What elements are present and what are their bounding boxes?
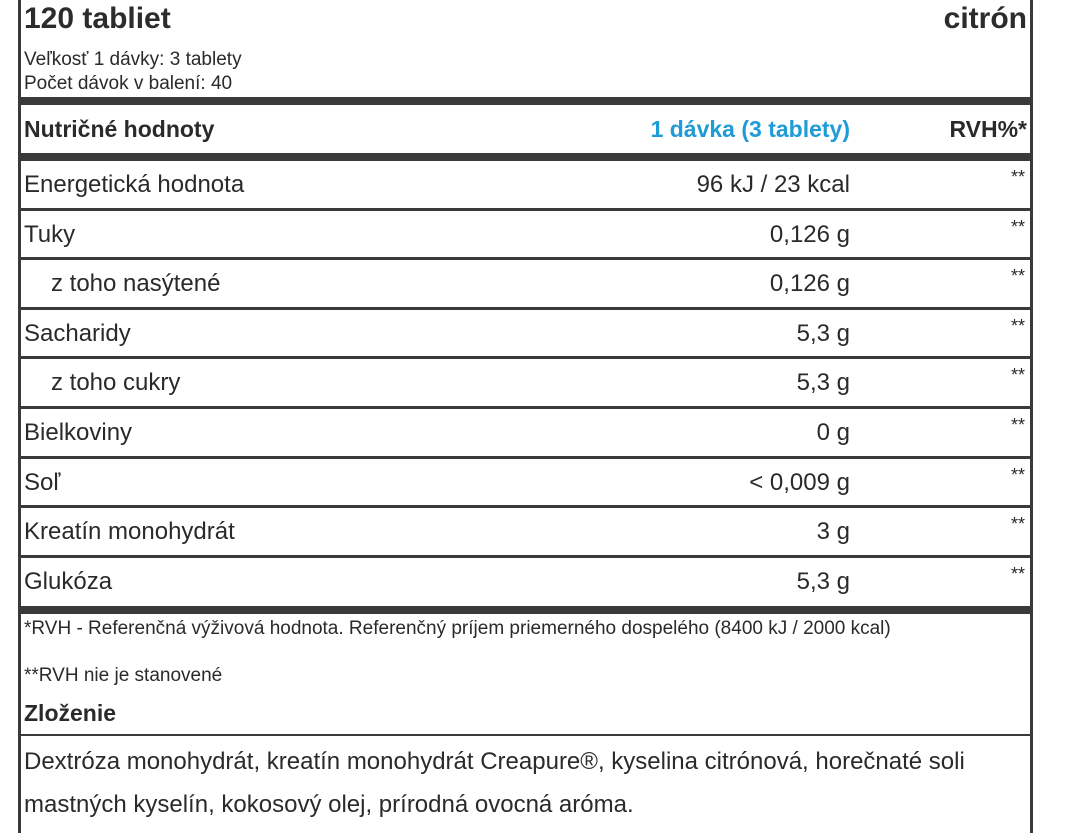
nutrient-value: 3 g [816,518,850,546]
nutrient-rvh: ** [1010,315,1025,336]
nutrient-rvh: ** [1010,216,1025,237]
table-row [21,459,1030,509]
servings-per-pack: Počet dávok v balení: 40 [24,73,233,94]
nutrient-rvh: ** [1010,415,1025,435]
nutrient-name: Energetická hodnota [24,171,245,198]
nutrient-name: Kreatín monohydrát [24,518,235,546]
table-row [21,211,1030,261]
nutrient-name: Bielkoviny [24,419,133,446]
nutrient-value: 0,126 g [769,220,850,248]
table-row [21,161,1030,211]
composition-divider [21,734,1030,736]
composition-title: Zloženie [24,700,117,726]
table-row [21,409,1030,459]
composition-text: Dextróza monohydrát, kreatín monohydrát Creapure®, kyselina citrónová, horečnaté soli mastných kyselín, kokosový olej, prírodná ovocná aróma. [24,748,965,818]
nutrient-value: 5,3 g [796,567,850,595]
nutrient-name: Soľ [24,468,61,496]
table-header [21,106,1030,154]
column-header-dose: 1 dávka (3 tablety) [650,116,850,142]
label-header [21,0,1030,98]
product-title: 120 tabliet [24,2,171,35]
nutrient-rvh: ** [1010,464,1025,485]
footnote-rvh-definition: *RVH - Referenčná výživová hodnota. Referenčný príjem priemerného dospelého (8400 kJ / 2000 kcal) [24,618,891,639]
column-header-name: Nutričné hodnoty [24,116,215,142]
header-divider [21,97,1030,105]
table-row [21,558,1030,608]
nutrient-rvh: ** [1010,167,1025,187]
nutrition-label [18,0,1033,833]
nutrient-value: 96 kJ / 23 kcal [696,171,850,198]
nutrient-rvh: ** [1010,266,1025,287]
product-flavor: citrón [943,2,1027,35]
table-footer-divider [21,606,1030,614]
serving-size: Veľkosť 1 dávky: 3 tablety [24,49,242,70]
nutrient-rvh: ** [1010,514,1025,535]
nutrient-name: Tuky [24,220,76,248]
nutrient-name: z toho cukry [51,369,181,397]
table-row [21,260,1030,310]
table-header-divider [21,153,1030,161]
table-row [21,310,1030,360]
nutrient-value: 0,126 g [769,270,850,298]
nutrient-value: < 0,009 g [749,468,850,496]
footnote-rvh-not-set: **RVH nie je stanovené [24,665,223,686]
table-row [21,508,1030,558]
nutrient-value: 5,3 g [796,319,850,347]
table-row [21,359,1030,409]
column-header-rvh: RVH%* [949,116,1027,142]
nutrient-rvh: ** [1010,563,1025,584]
nutrient-rvh: ** [1010,365,1025,386]
nutrient-value: 5,3 g [796,369,850,397]
nutrient-value: 0 g [816,419,850,446]
nutrient-name: Glukóza [24,567,113,595]
nutrient-name: Sacharidy [24,319,131,347]
nutrient-name: z toho nasýtené [51,270,221,298]
